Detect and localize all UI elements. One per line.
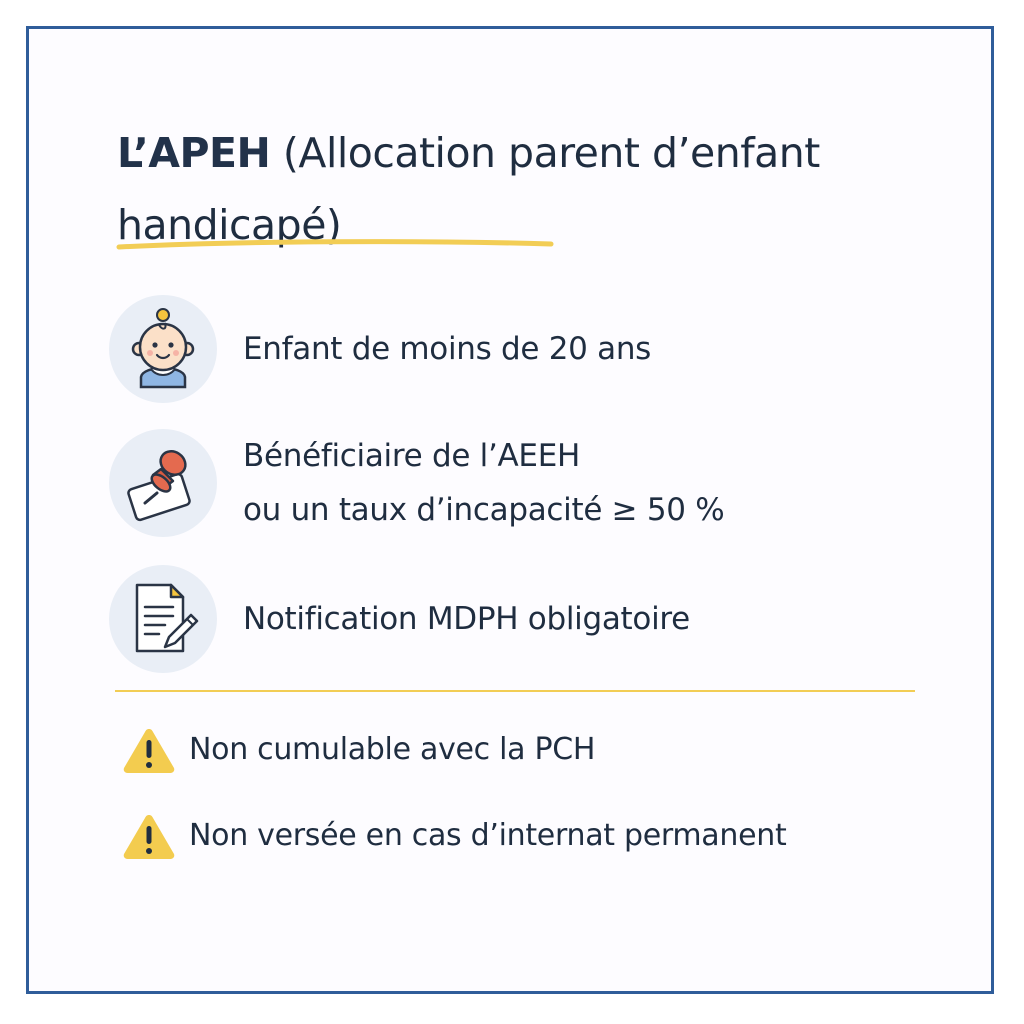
criterion-text — [243, 429, 724, 537]
section-divider — [115, 690, 915, 692]
warning-internat — [121, 811, 786, 861]
criterion-mdph — [109, 565, 690, 673]
warning-text: Non versée en cas d’internat permanent — [189, 818, 787, 853]
pushpin-icon — [109, 429, 217, 537]
title-description: (Allocation parent d’enfant handicapé) — [117, 129, 820, 249]
criterion-text — [243, 322, 651, 376]
warning-icon — [121, 811, 177, 861]
warning-text: Non cumulable avec la PCH — [189, 732, 596, 767]
criterion-line: ou un taux d’incapacité ≥ 50 % — [243, 492, 725, 528]
warning-pch — [121, 725, 595, 775]
baby-icon — [109, 295, 217, 403]
title-acronym: L’APEH — [117, 129, 271, 177]
criterion-line: Bénéficiaire de l’AEEH — [243, 438, 581, 474]
criterion-text — [243, 592, 690, 646]
criterion-line: Notification MDPH obligatoire — [243, 601, 690, 637]
criterion-line: Enfant de moins de 20 ans — [243, 331, 652, 367]
info-card — [26, 26, 994, 994]
warning-icon — [121, 725, 177, 775]
title-underline — [115, 235, 555, 255]
criterion-age — [109, 295, 651, 403]
criterion-aeeh — [109, 429, 724, 537]
document-pen-icon — [109, 565, 217, 673]
